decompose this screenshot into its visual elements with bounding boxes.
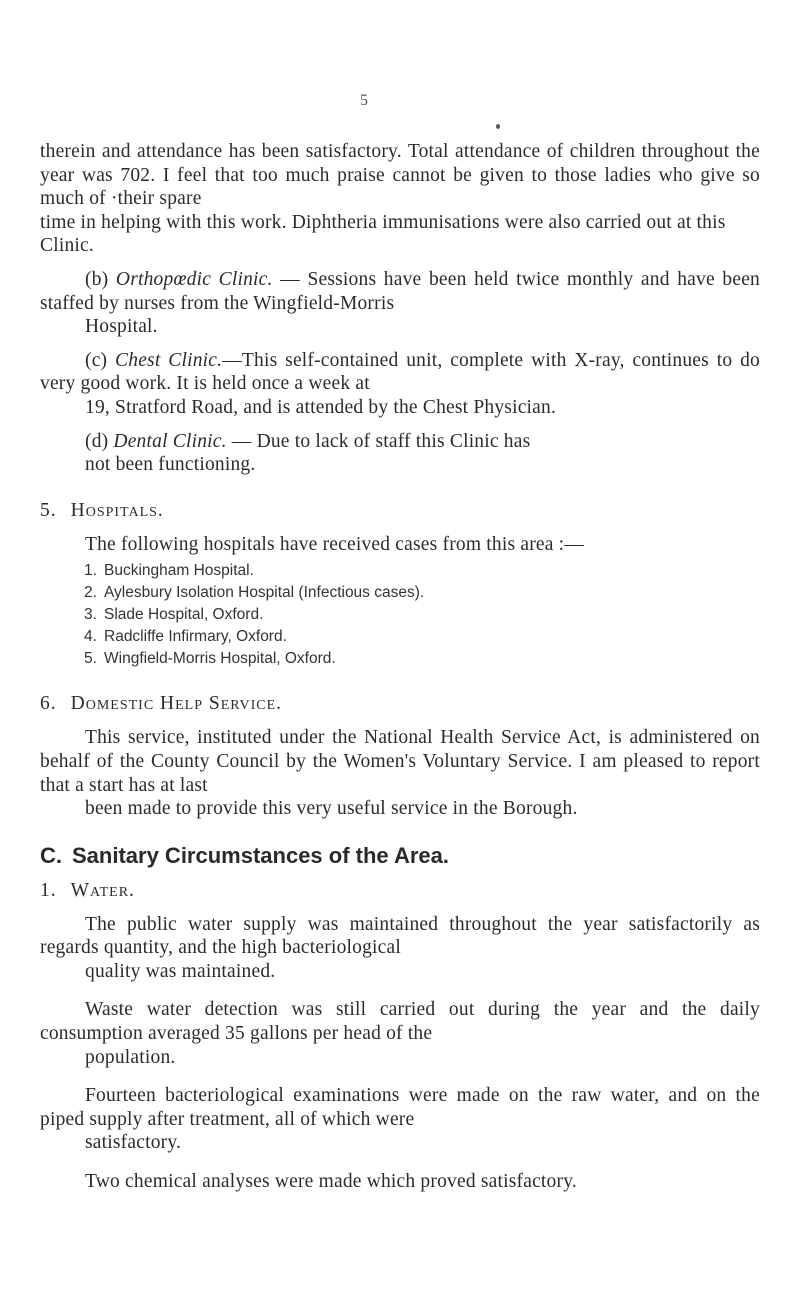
- chest-clinic-text: —This self-contained unit, complete with X-ray, continues to do very good work. It is held once a week at: [40, 349, 760, 395]
- chest-clinic-paragraph: [40, 349, 760, 420]
- hospitals-heading: [40, 499, 760, 523]
- hospitals-title: Hospitals.: [70, 499, 164, 521]
- section-c-title: Sanitary Circumstances of the Area.: [72, 842, 449, 868]
- dental-clinic-text-end: not been functioning.: [85, 454, 256, 476]
- clinic-intro-paragraph: [40, 140, 760, 258]
- waste-water-text: Waste water detection was still carried out during the year and the daily consumption averaged 35 gallons per head of the: [40, 999, 760, 1045]
- water-supply-paragraph: [40, 913, 760, 984]
- list-item: 3. Slade Hospital, Oxford.: [84, 606, 264, 624]
- water-supply-text-end: quality was maintained.: [85, 960, 276, 982]
- list-item: 4. Radcliffe Infirmary, Oxford.: [84, 628, 287, 646]
- list-item: 2. Aylesbury Isolation Hospital (Infectious cases).: [84, 584, 425, 602]
- domestic-help-paragraph: [40, 726, 760, 820]
- dental-label: (d): [85, 430, 109, 452]
- domestic-help-heading: [40, 692, 760, 716]
- hospitals-number: 5.: [40, 499, 57, 521]
- water-title: Water.: [70, 879, 135, 901]
- section-c-letter: C.: [40, 842, 62, 868]
- hospital-list: [40, 560, 760, 670]
- dental-clinic-paragraph: [40, 430, 760, 477]
- bacteriological-paragraph: [40, 1084, 760, 1155]
- domestic-help-text: This service, instituted under the National Health Service Act, is administered on behalf of the County Council by the Women's Voluntary Service. I am pleased to report that a start has at last: [40, 727, 760, 796]
- chemical-analyses-paragraph: Two chemical analyses were made which proved satisfactory.: [85, 1171, 577, 1193]
- domestic-help-text-end: been made to provide this very useful service in the Borough.: [85, 798, 578, 820]
- orthopaedic-clinic-text-end: Hospital.: [85, 316, 158, 338]
- orthopaedic-clinic-title: Orthopœdic Clinic.: [115, 268, 273, 290]
- waste-water-paragraph: [40, 998, 760, 1069]
- orthopaedic-clinic-text: — Sessions have been held twice monthly and have been staffed by nurses from the Wingfield-Morris: [40, 268, 761, 314]
- orthopaedic-clinic-paragraph: [40, 268, 760, 339]
- chest-clinic-title: Chest Clinic.: [115, 349, 223, 371]
- hospitals-intro: The following hospitals have received cases from this area :—: [85, 533, 584, 555]
- water-number: 1.: [40, 879, 57, 901]
- orthopaedic-label: (b): [85, 268, 109, 290]
- waste-water-text-end: population.: [85, 1046, 176, 1068]
- clinic-intro-text: therein and attendance has been satisfactory. Total attendance of children throughout the year was 702. I feel that too much praise cannot be given to those ladies who give so much of ·their spare: [40, 141, 760, 210]
- printed-dot-mark: [496, 124, 500, 129]
- list-item: 1. Buckingham Hospital.: [84, 562, 254, 580]
- chest-label: (c): [85, 349, 108, 371]
- section-c-heading: [40, 843, 760, 869]
- list-item: 5. Wingfield-Morris Hospital, Oxford.: [84, 650, 336, 668]
- clinic-intro-text-end: time in helping with this work. Diphtheria immunisations were also carried out at this Clinic.: [40, 211, 726, 257]
- domestic-help-number: 6.: [40, 693, 57, 715]
- chest-clinic-text-end: 19, Stratford Road, and is attended by the Chest Physician.: [85, 396, 557, 418]
- dental-clinic-text: — Due to lack of staff this Clinic has: [226, 430, 531, 452]
- page-body: [40, 140, 760, 1194]
- bacteriological-text-end: satisfactory.: [85, 1132, 182, 1154]
- domestic-help-title: Domestic Help Service.: [70, 693, 283, 715]
- water-heading: [40, 879, 760, 903]
- water-supply-text: The public water supply was maintained throughout the year satisfactorily as regards quantity, and the high bacteriological: [40, 913, 760, 959]
- page-number: 5: [360, 92, 368, 109]
- bacteriological-text: Fourteen bacteriological examinations were made on the raw water, and on the piped supply after treatment, all of which were: [40, 1085, 760, 1130]
- dental-clinic-title: Dental Clinic.: [113, 430, 227, 452]
